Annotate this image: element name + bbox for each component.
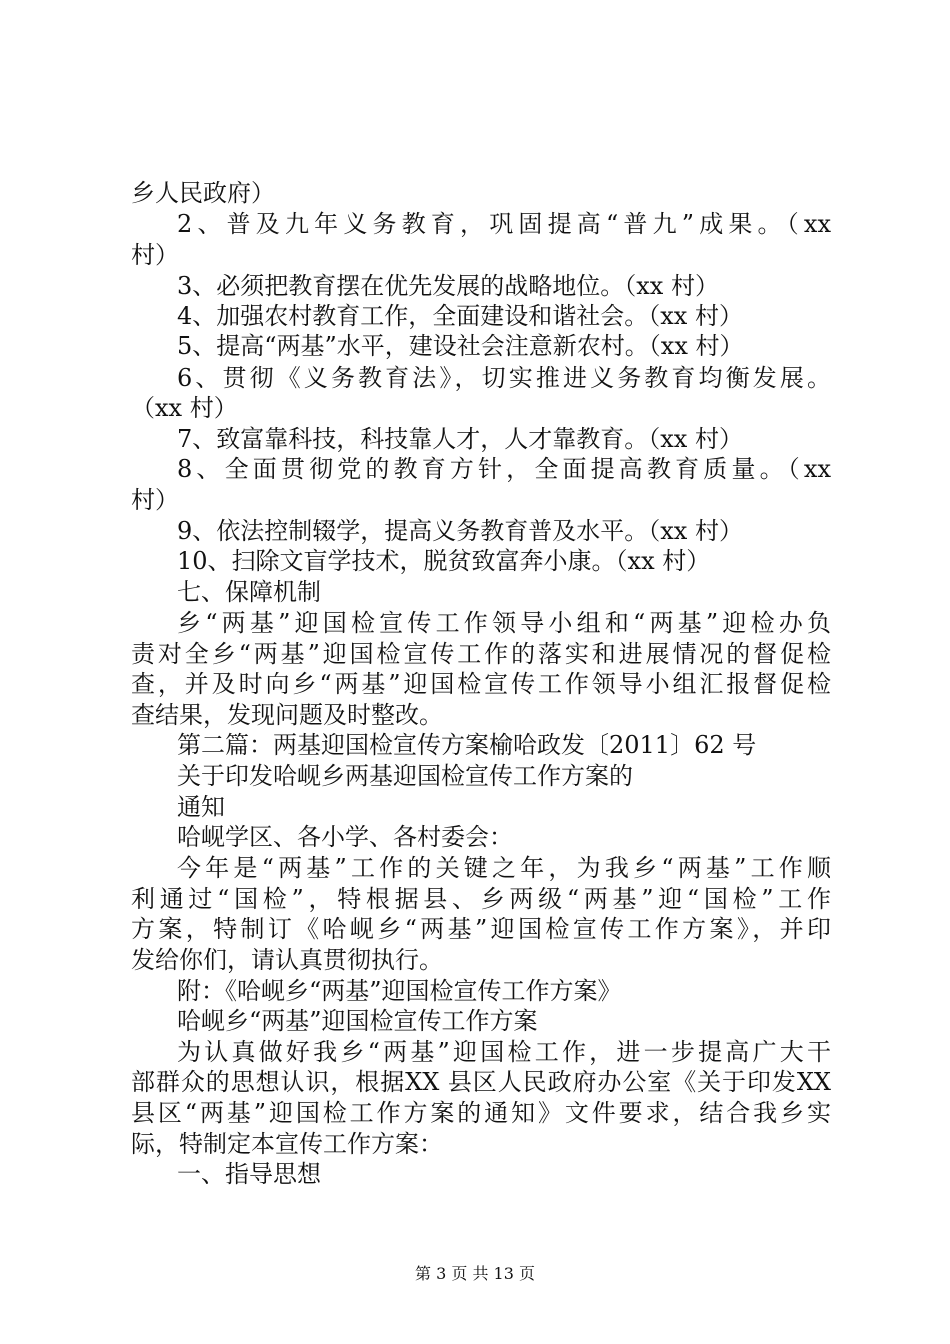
text-line: 6、贯彻《义务教育法》，切实推进义务教育均衡发展。: [177, 364, 831, 392]
text-line: 2、普及九年义务教育，巩固提高“普九”成果。（xx: [177, 210, 831, 238]
text-line: 发给你们，请认真贯彻执行。: [131, 946, 443, 974]
text-line: 3、必须把教育摆在优先发展的战略地位。（xx 村）: [177, 272, 719, 300]
text-line: 为认真做好我乡“两基”迎国检工作，进一步提高广大干: [177, 1038, 831, 1066]
section-heading: 七、保障机制: [177, 578, 321, 606]
text-line: 4、加强农村教育工作，全面建设和谐社会。（xx 村）: [177, 302, 743, 330]
addressee: 哈岘学区、各小学、各村委会：: [177, 823, 513, 851]
notice-title: 通知: [177, 793, 225, 821]
attachment-line: 附：《哈岘乡“两基”迎国检宣传工作方案》: [177, 977, 622, 1005]
text-line: 7、致富靠科技，科技靠人才，人才靠教育。（xx 村）: [177, 425, 743, 453]
text-line: 乡“两基”迎国检宣传工作领导小组和“两基”迎检办负: [177, 609, 831, 637]
text-line: （xx 村）: [131, 394, 238, 422]
text-line: 9、依法控制辍学，提高义务教育普及水平。（xx 村）: [177, 517, 743, 545]
text-line: 利通过“国检”，特根据县、乡两级“两基”迎“国检”工作: [131, 885, 831, 913]
text-line: 查结果，发现问题及时整改。: [131, 701, 443, 729]
text-line: 村）: [131, 486, 179, 514]
text-line: 方案，特制订《哈岘乡“两基”迎国检宣传工作方案》，并印: [131, 915, 831, 943]
text-line: 际，特制定本宣传工作方案：: [131, 1130, 443, 1158]
text-line: 今年是“两基”工作的关键之年，为我乡“两基”工作顺: [177, 854, 831, 882]
text-line: 查，并及时向乡“两基”迎国检宣传工作领导小组汇报督促检: [131, 670, 831, 698]
text-line: 部群众的思想认识，根据XX 县区人民政府办公室《关于印发XX: [131, 1068, 831, 1096]
text-line: 8、全面贯彻党的教育方针，全面提高教育质量。（xx: [177, 455, 831, 483]
text-line: 县区“两基”迎国检工作方案的通知》文件要求，结合我乡实: [131, 1099, 831, 1127]
text-line: 乡人民政府）: [131, 179, 275, 207]
section-heading: 哈岘乡“两基”迎国检宣传工作方案: [177, 1007, 538, 1035]
section-heading: 一、指导思想: [177, 1160, 321, 1188]
page-number: 第 3 页 共 13 页: [415, 1264, 535, 1283]
text-line: 5、提高“两基”水平，建设社会注意新农村。（xx 村）: [177, 332, 744, 360]
notice-title: 关于印发哈岘乡两基迎国检宣传工作方案的: [177, 762, 633, 790]
section-heading: 第二篇：两基迎国检宣传方案榆哈政发〔2011〕62 号: [177, 731, 757, 759]
text-line: 村）: [131, 241, 179, 269]
text-line: 10、扫除文盲学技术，脱贫致富奔小康。（xx 村）: [177, 547, 711, 575]
text-line: 责对全乡“两基”迎国检宣传工作的落实和进展情况的督促检: [131, 640, 831, 668]
